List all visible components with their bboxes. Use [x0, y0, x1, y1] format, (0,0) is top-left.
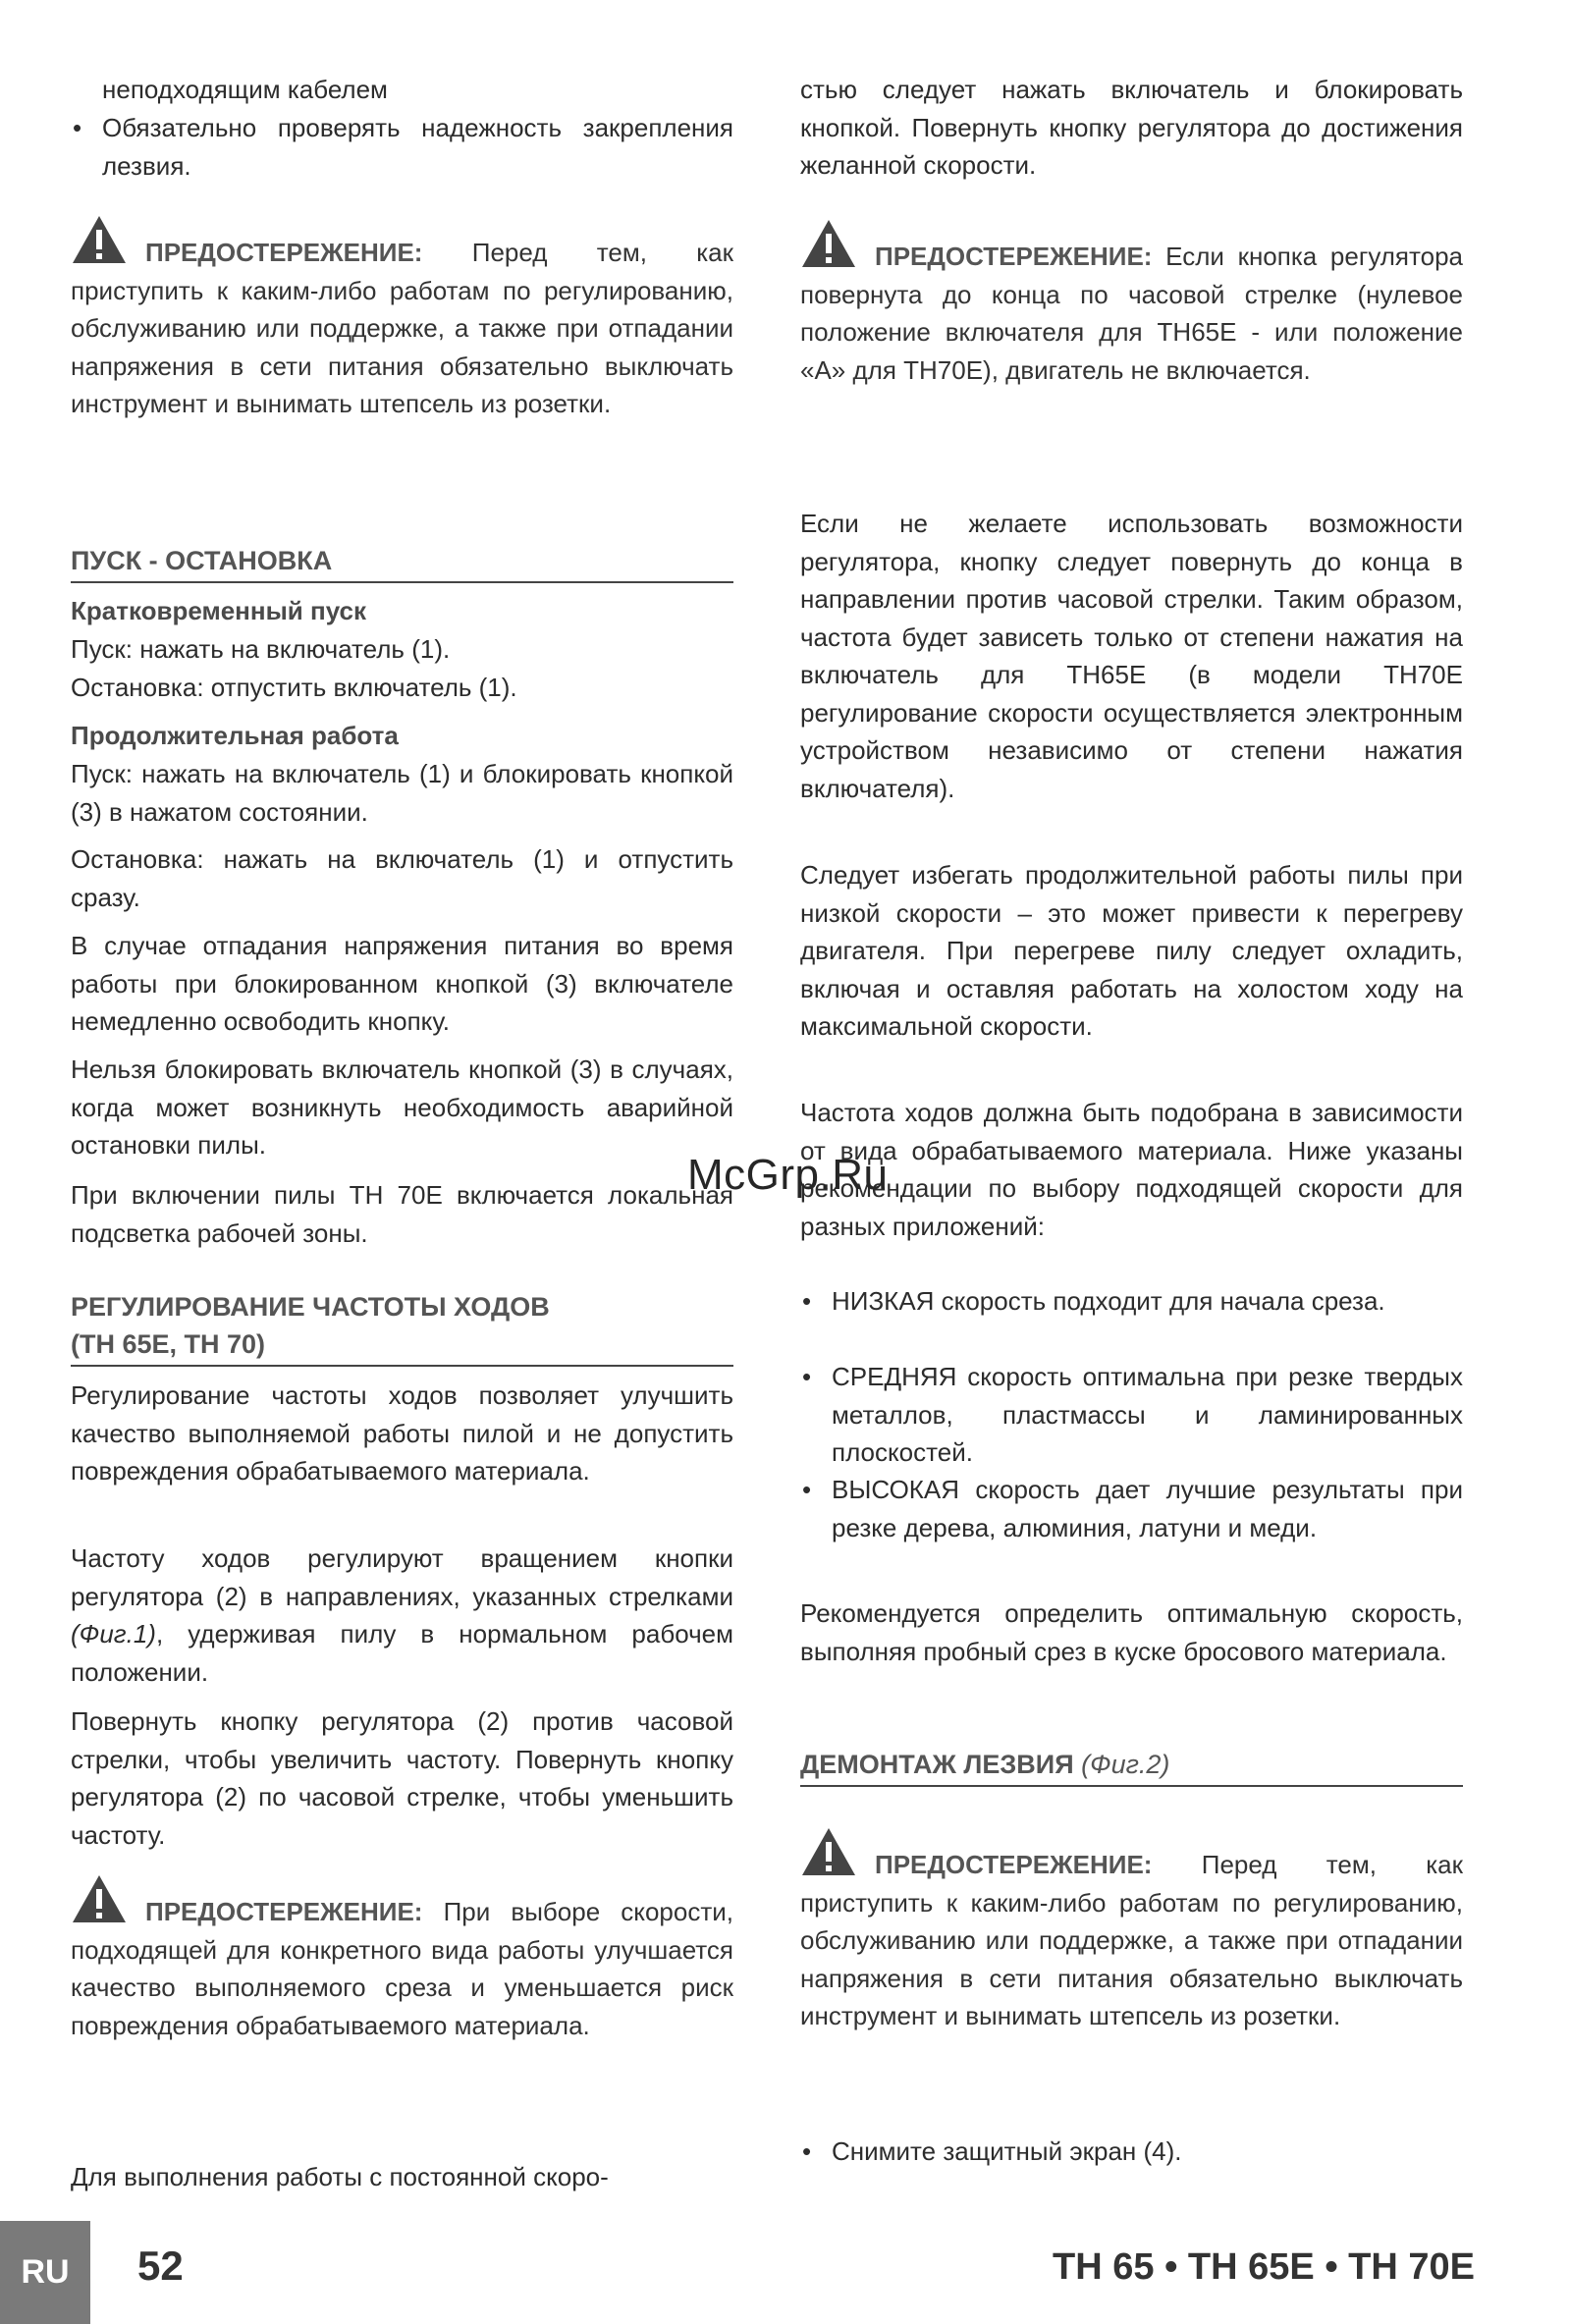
warning-text: Перед тем, как приступить к каким-либо работам по регулированию, обслуживанию или поддержке, а также при отпадании напряжения в сети питания обязательно выключать инструмент и вынимать штепсель из розетки. [71, 238, 733, 418]
warning-triangle-icon [800, 218, 857, 269]
bullet-dot: • [73, 113, 82, 142]
bullet-text: Снимите защитный экран (4). [832, 2136, 1182, 2166]
warning-label: ПРЕДОСТЕРЕЖЕНИЕ: [875, 1850, 1153, 1879]
bullet-low-speed [800, 1282, 1463, 1321]
bullet-text: СРЕДНЯЯ скорость оптимальна при резке твердых металлов, пластмассы и ламинированных плоскостей. [832, 1362, 1463, 1467]
warning-triangle-icon [71, 1873, 128, 1924]
paragraph-test-cut: Рекомендуется определить оптимальную скорость, выполняя пробный срез в куске бросового материала. [800, 1598, 1463, 1666]
paragraph-speed-selection: Частота ходов должна быть подобрана в зависимости от вида обрабатываемого материала. Ниже указаны рекомендации по выбору подходящей скорости для разных приложений: [800, 1098, 1463, 1241]
warning-triangle-icon [800, 1826, 857, 1877]
paragraph-no-block: Нельзя блокировать включатель кнопкой (3) в случаях, когда может возникнуть необходимость аварийной остановки пилы. [71, 1054, 733, 1160]
figure-ref-2: (Фиг.2) [1081, 1750, 1170, 1779]
warning-label: ПРЕДОСТЕРЕЖЕНИЕ: [875, 242, 1153, 271]
model-names: TH 65 • TH 65E • TH 70E [1053, 2246, 1475, 2288]
section-title-speed-line1: РЕГУЛИРОВАНИЕ ЧАСТОТЫ ХОДОВ [71, 1292, 550, 1322]
paragraph-reg-1: Регулирование частоты ходов позволяет улучшить качество выполняемой работы пилой и не допустить повреждения обрабатываемого материала. [71, 1380, 733, 1486]
section-title-blade-removal [800, 1746, 1463, 1787]
paragraph-start-1: Пуск: нажать на включатель (1). [71, 634, 451, 664]
section-title-start-stop: ПУСК - ОСТАНОВКА [71, 542, 733, 583]
page-footer [0, 2221, 1569, 2324]
bullet-high-speed [800, 1471, 1463, 1546]
figure-ref-1: (Фиг.1) [71, 1619, 156, 1648]
bullet-text: Обязательно проверять надежность закрепления лезвия. [102, 113, 733, 181]
paragraph-continue-speed: стью следует нажать включатель и блокировать кнопкой. Повернуть кнопку регулятора до достижения желанной скорости. [800, 75, 1463, 180]
bullet-dot: • [802, 1286, 812, 1316]
paragraph-stop-2: Остановка: нажать на включатель (1) и отпустить сразу. [71, 844, 733, 912]
paragraph-reg-2 [71, 1540, 733, 1691]
subheading-short-start: Кратковременный пуск [71, 596, 366, 625]
bullet-check-blade [71, 109, 733, 185]
section-title-speed-line2: (TH 65E, TH 70) [71, 1325, 733, 1367]
bullet-dot: • [802, 1362, 812, 1391]
paragraph-reg-3: Повернуть кнопку регулятора (2) против часовой стрелки, чтобы увеличить частоту. Повернуть кнопку регулятора (2) по часовой стрелке, чтобы уменьшить частоту. [71, 1706, 733, 1850]
reg2-text-a: Частоту ходов регулируют вращением кнопки регулятора (2) в направлениях, указанных стрелками [71, 1543, 733, 1611]
warning-label: ПРЕДОСТЕРЕЖЕНИЕ: [145, 1897, 423, 1926]
bullet-medium-speed [800, 1358, 1463, 1472]
warning-label: ПРЕДОСТЕРЕЖЕНИЕ: [145, 238, 423, 267]
paragraph-regulator-off: Если не желаете использовать возможности регулятора, кнопку следует повернуть до конца в направлении против часовой стрелки. Таким образом, частота будет зависеть только от степени нажатия на включатель для TH65E (в модели TH70E регулирование скорости осуществляется электронным устройством независимо от степени нажатия включателя). [800, 509, 1463, 803]
bullet-text: НИЗКАЯ скорость подходит для начала среза. [832, 1286, 1385, 1316]
warning-box-4 [800, 1826, 1463, 2035]
language-tab: RU [0, 2221, 90, 2324]
warning-box-3 [800, 218, 1463, 389]
bullet-dot: • [802, 2136, 812, 2166]
paragraph-cable: неподходящим кабелем [102, 75, 388, 104]
warning-triangle-icon [71, 214, 128, 265]
bullet-text: ВЫСОКАЯ скорость дает лучшие результаты при резке дерева, алюминия, латуни и меди. [832, 1475, 1463, 1542]
reg2-text-b: , удерживая пилу в нормальном рабочем положении. [71, 1619, 733, 1687]
watermark: McGrp.Ru [687, 1151, 889, 1199]
bullet-dot: • [802, 1475, 812, 1504]
warning-text: Если кнопка регулятора повернута до конца по часовой стрелке (нулевое положение включателя для TH65E - или положение «A» для TH70E), двигатель не включается. [800, 242, 1463, 385]
paragraph-start-2: Пуск: нажать на включатель (1) и блокировать кнопкой (3) в нажатом состоянии. [71, 759, 733, 827]
paragraph-avoid-low-speed: Следует избегать продолжительной работы пилы при низкой скорости – это может привести к перегреву двигателя. При перегреве пилу следует охладить, включая и оставляя работать на холостом ходу на максимальной скорости. [800, 860, 1463, 1041]
bullet-remove-guard [800, 2133, 1463, 2171]
warning-text: Перед тем, как приступить к каким-либо работам по регулированию, обслуживанию или поддержке, а также при отпадании напряжения в сети питания обязательно выключать инструмент и вынимать штепсель из розетки. [800, 1850, 1463, 2030]
warning-text: При выборе скорости, подходящей для конкретного вида работы улучшается качество выполняемого среза и уменьшается риск повреждения обрабатываемого материала. [71, 1897, 733, 2040]
section-title-text: ДЕМОНТАЖ ЛЕЗВИЯ [800, 1750, 1082, 1779]
paragraph-constant-speed: Для выполнения работы с постоянной скоро- [71, 2162, 609, 2191]
paragraph-power-loss: В случае отпадания напряжения питания во время работы при блокированном кнопкой (3) включателе немедленно освободить кнопку. [71, 931, 733, 1036]
subheading-continuous: Продолжительная работа [71, 721, 399, 750]
warning-box-2 [71, 1873, 733, 2044]
page-number: 52 [137, 2243, 184, 2289]
paragraph-light: При включении пилы TH 70E включается локальная подсветка рабочей зоны. [71, 1180, 733, 1248]
warning-box-1 [71, 214, 733, 423]
paragraph-stop-1: Остановка: отпустить включатель (1). [71, 673, 517, 702]
